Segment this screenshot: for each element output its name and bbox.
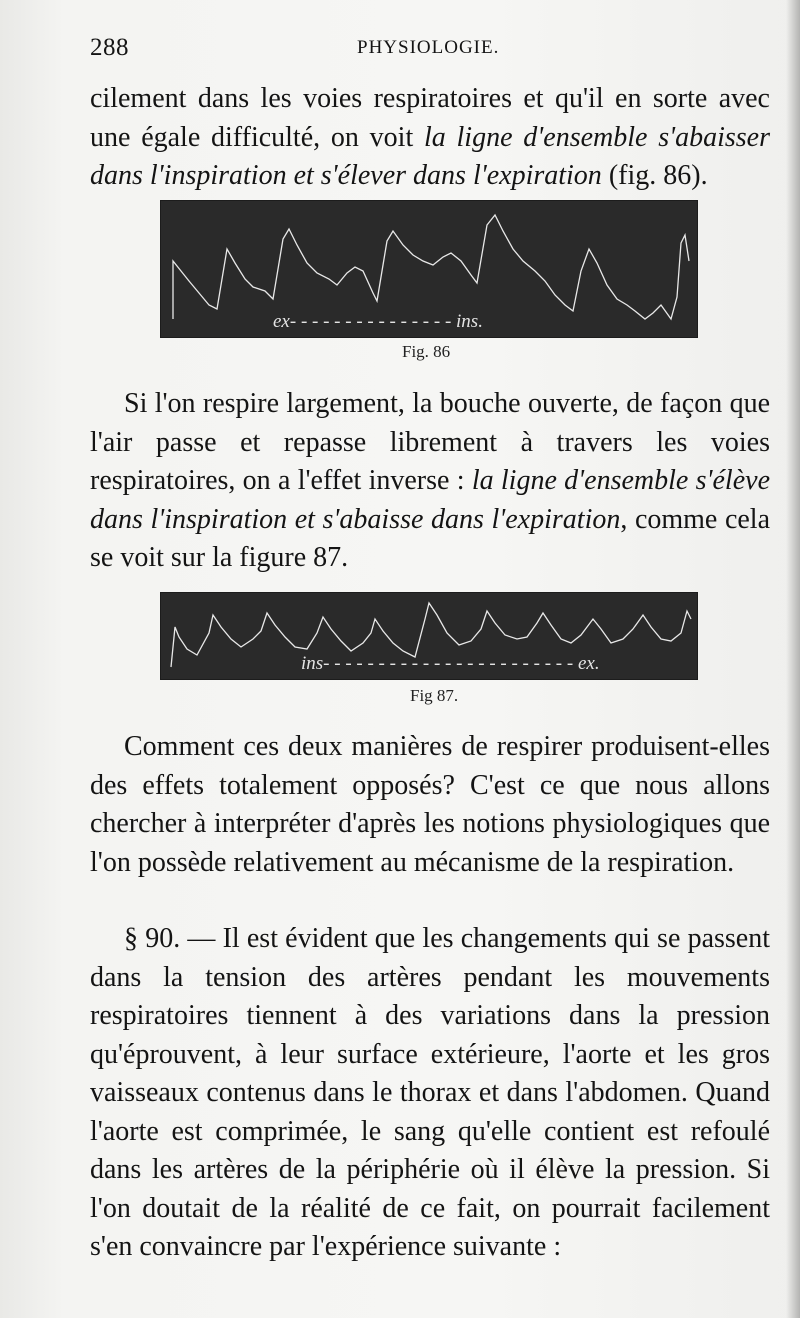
paragraph-3: Comment ces deux manières de respirer produisent-elles des effets totalement opposés? C'est ce que nous allons chercher à interpréter d'après les notions physiologiques que l'on possède relativement au mécanisme de la respiration. (90, 731, 770, 878)
page-header (90, 34, 770, 64)
figure-87-caption: Fig 87. (410, 686, 459, 705)
paragraph-2-italic: la ligne d'ensemble s'élève dans l'inspiration et s'abaisse dans l'expiration (90, 465, 770, 535)
figure-87-phase-label: ins- - - - - - - - - - - - - - - - - - - - - - - ex. (301, 653, 600, 674)
page-edge-shadow (786, 0, 800, 1318)
paragraph-4: § 90. — Il est évident que les changements qui se passent dans la tension des artères pendant les mouvements respiratoires tiennent à des variations dans la pression qu'éprouvent, à leur surface extérieure, l'aorte et les gros vaisseaux contenus dans le thorax et dans l'abdomen. Quand l'aorte est comprimée, le sang qu'elle contient est refoulé dans les artères de la périphérie où il élève la pression. Si l'on doutait de la réalité de ce fait, on pourrait facilement s'en convaincre par l'expérience suivante : (90, 923, 770, 1262)
paragraph-2-end: , comme cela se voit sur la figure 87. (90, 503, 771, 573)
figure-86-caption: Fig. 86 (402, 342, 451, 361)
paragraph-2 (90, 385, 770, 578)
figure-87-trace (160, 592, 698, 680)
paragraph-1-italic: la ligne d'ensemble s'abaisser dans l'inspiration et s'élever dans l'expiration (90, 121, 770, 191)
paragraph-1 (90, 80, 770, 196)
running-head: PHYSIOLOGIE. (357, 37, 500, 58)
paragraph-1-end: (fig. 86). (601, 160, 708, 191)
paragraph-2-text: Si l'on respire largement, la bouche ouverte, de façon que l'air passe et repasse librement à travers les voies respiratoires, on a l'effet inverse : (90, 388, 770, 496)
page-number: 288 (90, 34, 129, 61)
figure-86-trace (160, 200, 698, 338)
figure-86-pulse-curve (173, 215, 689, 319)
figure-86-phase-label: ex- - - - - - - - - - - - - - - ins. (273, 311, 483, 332)
paragraph-1-text: cilement dans les voies respiratoires et qu'il en sorte avec une égale difficulté, on voit (90, 83, 770, 153)
